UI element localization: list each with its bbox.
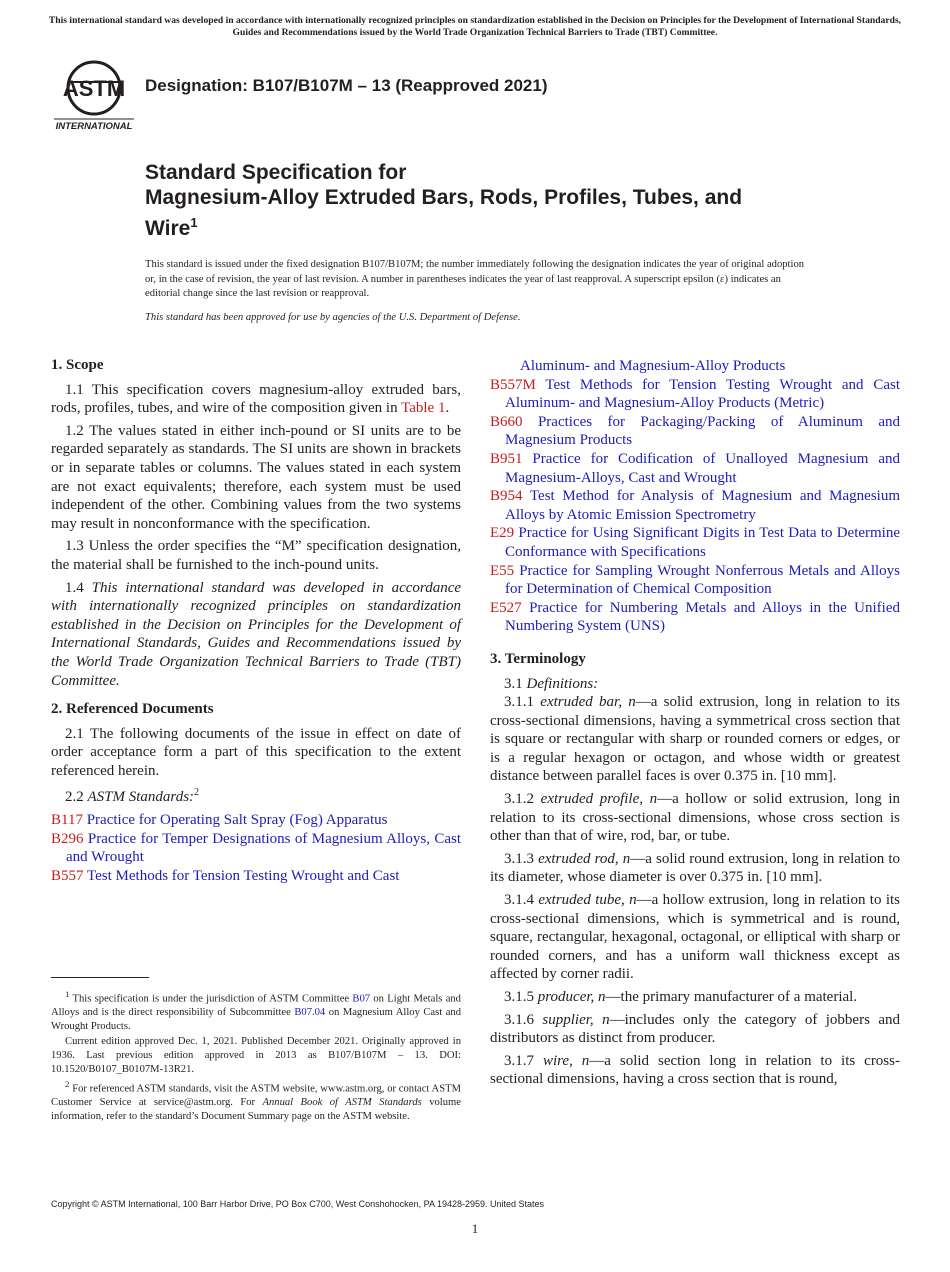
ref-item-b954[interactable]: B954 Test Method for Analysis of Magnesium and Magnesium Alloys by Atomic Emission Spectrometry bbox=[490, 488, 901, 523]
section-refdocs-heading: 2. Referenced Documents bbox=[51, 701, 214, 718]
footnotes bbox=[51, 988, 461, 1125]
ref-item-e527[interactable]: E527 Practice for Numbering Metals and Alloys in the Unified Numbering System (UNS) bbox=[490, 599, 901, 635]
para-3-1-7: 3.1.7 wire, n—a solid section long in relation to its cross-sectional dimensions, having a cross section that is round, bbox=[490, 1052, 900, 1088]
footnote-1-edition: Current edition approved Dec. 1, 2021. Published December 2021. Originally approved in 1936. Last previous edition approved in 2013 as B107/B107M – 13. DOI: 10.1520/B0107_B0107M-13R21. bbox=[51, 1036, 461, 1075]
ref-item-b557[interactable]: B557 Test Methods for Tension Testing Wrought and Cast bbox=[51, 867, 400, 884]
subcommittee-b0704-link[interactable]: B07.04 bbox=[294, 1007, 326, 1019]
footnote-rule bbox=[51, 977, 149, 978]
astm-logo bbox=[52, 56, 136, 134]
title-line-1: Standard Specification for bbox=[145, 161, 407, 184]
section-scope-heading: 1. Scope bbox=[51, 357, 104, 373]
para-3-1-1: 3.1.1 extruded bar, n—a solid extrusion, long in relation to its cross-sectional dimensions, having a symmetrical cross section that is square or rectangular with sharp or rounded corners or edges, or is a regular hexagon or octagon, and whose width or greatest distance between parallel faces is over 0.375 in. [10 mm]. bbox=[490, 694, 901, 785]
para-2-2: 2.2 ASTM Standards:$^2$ bbox=[65, 787, 200, 806]
ref-item-b117[interactable]: B117 Practice for Operating Salt Spray (Fog) Apparatus bbox=[51, 812, 388, 829]
left-column bbox=[51, 356, 461, 885]
copyright-line: Copyright © ASTM International, 100 Barr Harbor Drive, PO Box C700, West Conshohocken, PA 19428-2959. United States bbox=[51, 1199, 545, 1209]
para-1-1: 1.1 This specification covers magnesium-alloy extruded bars, rods, profiles, tubes, and wire of the composition given in Table 1. bbox=[51, 381, 461, 417]
footnote-1: $^1$ This specification is under the jurisdiction of ASTM Committee B07 on Light Metals and Alloys and is the direct responsibility of Subcommittee B07.04 on Magnesium Alloy Cast and Wrought Products. bbox=[51, 989, 461, 1032]
para-3-1-5: 3.1.5 producer, n—the primary manufacturer of a material. bbox=[504, 989, 858, 1005]
para-3-1-6: 3.1.6 supplier, n—includes only the category of jobbers and distributors as distinct from producer. bbox=[490, 1011, 900, 1047]
ref-item-b951[interactable]: B951 Practice for Codification of Unalloyed Magnesium and Magnesium-Alloys, Cast and Wrought bbox=[490, 450, 900, 486]
page-number: 1 bbox=[471, 1221, 479, 1236]
table-1-link[interactable]: Table 1 bbox=[401, 400, 446, 417]
section-terminology-heading: 3. Terminology bbox=[490, 650, 586, 667]
ref-item-b557m[interactable]: B557M Test Methods for Tension Testing Wrought and Cast Aluminum- and Magnesium-Alloy Products (Metric) bbox=[490, 376, 900, 412]
ref-item-b296[interactable]: B296 Practice for Temper Designations of Magnesium Alloys, Cast and Wrought bbox=[51, 830, 461, 866]
para-1-3: 1.3 Unless the order specifies the “M” specification designation, the material shall be furnished to the inch-pound units. bbox=[51, 538, 461, 573]
para-1-2: 1.2 The values stated in either inch-pound or SI units are to be regarded separately as standards. The SI units are shown in brackets or in separate tables or columns. The values stated in each system are not exact equivalents; therefore, each system must be used independent of the other. Combining values from the two systems may result in nonconformance with the specification. bbox=[51, 422, 461, 532]
para-2-1: 2.1 The following documents of the issue in effect on date of order acceptance form a part of this specification to the extent referenced herein. bbox=[51, 725, 461, 779]
logo-text: INTERNATIONAL bbox=[55, 121, 133, 132]
ref-item-e55[interactable]: E55 Practice for Sampling Wrought Nonferrous Metals and Alloys for Determination of Chemical Composition bbox=[490, 562, 901, 598]
para-3-1-4: 3.1.4 extruded tube, n—a hollow extrusion, long in relation to its cross-sectional dimensions, which is symmetrical and is round, square, rectangular, hexagonal, octagonal, or elliptical with sharp or rounded corners, and has a uniform wall thickness except as affected by corner radii. bbox=[490, 892, 900, 983]
designation: Designation: B107/B107M – 13 (Reapproved 2021) bbox=[145, 76, 548, 95]
para-3-1-3: 3.1.3 extruded rod, n—a solid round extrusion, long in relation to its diameter, whose diameter is over 0.375 in. [10 mm]. bbox=[490, 850, 901, 886]
document-title bbox=[145, 160, 742, 241]
footnote-2: $^2$ For referenced ASTM standards, visit the ASTM website, www.astm.org, or contact ASTM Customer Service at service@astm.org. For Annual Book of ASTM Standards volume information, refer to the standard’s Document Summary page on the ASTM website. bbox=[51, 1079, 461, 1122]
title-line-2: Magnesium-Alloy Extruded Bars, Rods, Profiles, Tubes, and bbox=[145, 186, 743, 209]
ref-item-b660[interactable]: B660 Practices for Packaging/Packing of Aluminum and Magnesium Products bbox=[490, 413, 901, 449]
ref-item-b557-continued[interactable]: Aluminum- and Magnesium-Alloy Products bbox=[520, 358, 786, 374]
ref-list-left bbox=[51, 811, 461, 885]
ref-item-e29[interactable]: E29 Practice for Using Significant Digits in Test Data to Determine Conformance with Specifications bbox=[490, 525, 901, 560]
right-column bbox=[490, 357, 900, 1093]
para-3-1-2: 3.1.2 extruded profile, n—a hollow or solid extrusion, long in relation to its cross-sectional dimensions, whose cross section is other than that of wire, rod, bar, or tube. bbox=[490, 791, 901, 845]
title-footnote-mark: 1 bbox=[190, 215, 198, 230]
approved-note: This standard has been approved for use by agencies of the U.S. Department of Defense. bbox=[145, 312, 521, 323]
para-1-4: 1.4 This international standard was developed in accordance with internationally recognized principles on standardization established in the Decision on Principles for the Development of International Standards, Guides and Recommendations issued by the World Trade Organization Technical Barriers to Trade (TBT) Committee. bbox=[51, 579, 462, 689]
para-3-1: 3.1 Definitions: bbox=[504, 675, 599, 692]
issued-note: This standard is issued under the fixed designation B107/B107M; the number immediately following the designation indicates the year of original adoption or, in the case of revision, the year of last revision. A number in parentheses indicates the year of last reapproval. A superscript epsilon (ε) indicates an editorial change since the last revision or reapproval. bbox=[145, 259, 805, 299]
title-line-3: Wire bbox=[145, 217, 191, 240]
committee-b07-link[interactable]: B07 bbox=[352, 993, 371, 1005]
header-notice: This international standard was developed in accordance with internationally recognized principles on standardization established in the Decision on Principles for the Development of International Standards, Guides and Recommendations issued by the World Trade Organization Technical Barriers to Trade (TBT) Committee. bbox=[48, 15, 902, 38]
svg-text:ASTM: ASTM bbox=[62, 76, 126, 101]
